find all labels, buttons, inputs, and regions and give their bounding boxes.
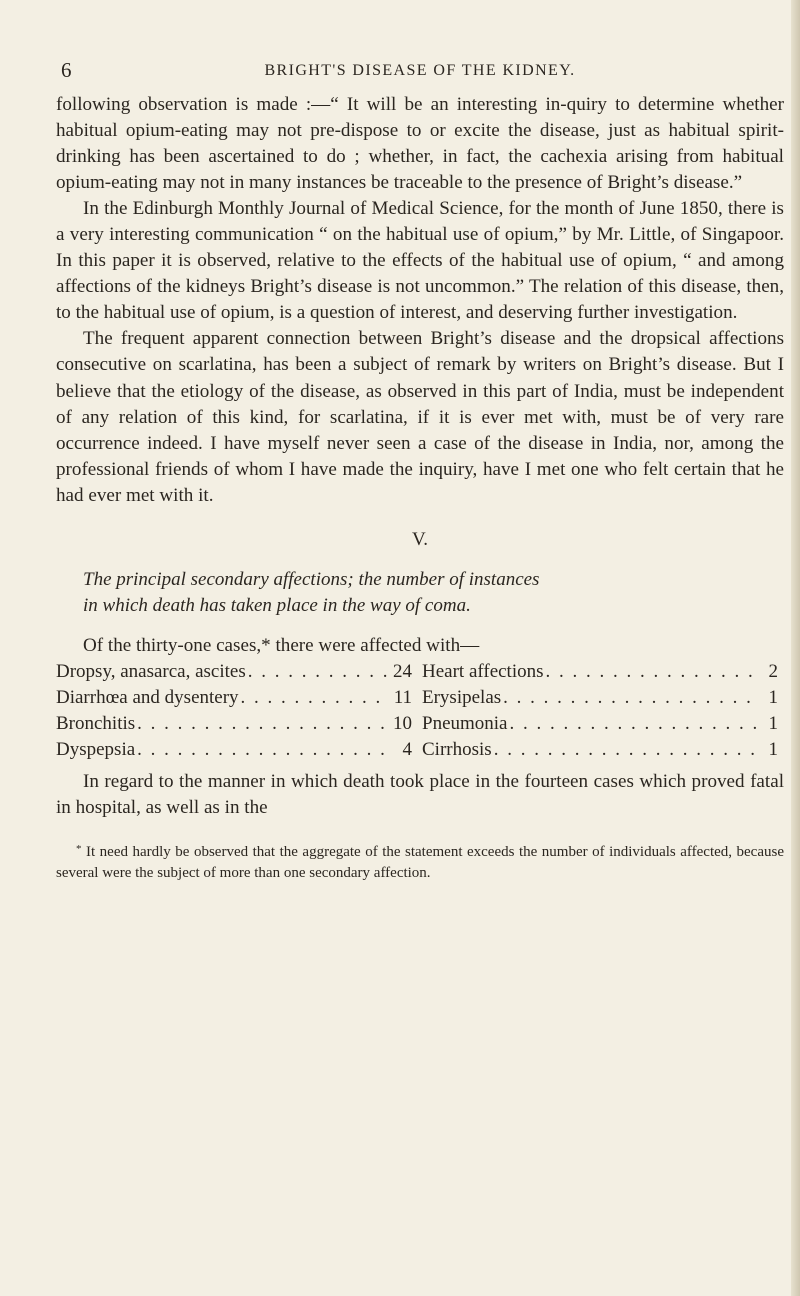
affection-name: Diarrhœa and dysentery: [56, 686, 239, 708]
list-item: [56, 659, 412, 685]
dot-leader: [135, 737, 390, 763]
paragraph: In regard to the manner in which death took place in the fourteen cases which proved fatal in hospital, as well as in the: [56, 770, 784, 818]
affection-count: 2: [768, 660, 778, 682]
affection-name: Pneumonia: [422, 712, 508, 734]
footnote-mark: *: [76, 842, 82, 855]
dot-leader: [246, 659, 390, 685]
section-title-line: in which death has taken place in the way of coma.: [83, 594, 471, 616]
affection-count: 10: [393, 712, 412, 734]
affection-name: Dyspepsia: [56, 738, 136, 760]
body-text: [56, 92, 784, 884]
paragraph: In the Edinburgh Monthly Journal of Medical Science, for the month of June 1850, there is a very interesting communication “ on the habitual use of opium,” by Mr. Little, of Singapoor. In this paper it is observed, relative to the effects of the habitual use of opium, “ and among affections of the kidneys Bright’s disease is not uncommon.” The relation of this disease, then, to the habitual use of opium, is a question of interest, and deserving further investigation.: [56, 198, 784, 324]
cases-intro: Of the thirty-one cases,* there were affected with—: [83, 634, 480, 656]
running-title: BRIGHT'S DISEASE OF THE KIDNEY.: [264, 62, 576, 79]
affection-name: Erysipelas: [422, 686, 502, 708]
affection-count: 1: [768, 686, 778, 708]
dot-leader: [135, 711, 390, 737]
list-item: [422, 737, 778, 763]
footnote-separator: [56, 821, 784, 831]
dot-leader: [492, 737, 756, 763]
section-title-line: The principal secondary affections; the number of instances: [83, 568, 540, 590]
affection-count: 1: [768, 738, 778, 760]
dot-leader: [501, 685, 756, 711]
affection-count: 4: [402, 738, 412, 760]
affection-name: Heart affections: [422, 660, 544, 682]
affection-count: 1: [768, 712, 778, 734]
list-item: [422, 659, 778, 685]
list-item: [422, 711, 778, 737]
section-numeral: V.: [411, 528, 429, 550]
page-number: 6: [61, 58, 72, 82]
affection-name: Dropsy, anasarca, ascites: [56, 660, 246, 682]
list-item: [422, 685, 778, 711]
dot-leader: [239, 685, 390, 711]
footnote: [56, 839, 784, 884]
list-item: [56, 737, 412, 763]
section-title: [56, 567, 784, 619]
list-item: [56, 711, 412, 737]
dot-leader: [508, 711, 757, 737]
paragraph: following observation is made :—“ It will be an interesting in-quiry to determine whether habitual opium-eating may not pre-dispose to or excite the disease, just as habitual spirit-drinking has been ascertained to do ; whether, in fact, the cachexia arising from habitual opium-eating may not in many instances be traceable to the presence of Bright’s disease.”: [56, 94, 784, 194]
list-item: [56, 685, 412, 711]
running-head: [56, 52, 784, 92]
affection-name: Cirrhosis: [422, 738, 492, 760]
affection-name: Bronchitis: [56, 712, 136, 734]
paragraph: The frequent apparent connection between Bright’s disease and the dropsical affections consecutive on scarlatina, has been a subject of remark by writers on Bright’s disease. But I believe that the etiology of the disease, as observed in this part of India, must be independent of any relation of this kind, for scarlatina, if it is ever met with, must be of very rare occurrence indeed. I have myself never seen a case of the disease in India, nor, among the professional friends of whom I have made the inquiry, have I met one who felt certain that he had ever met with it.: [56, 328, 784, 506]
dot-leader: [544, 659, 756, 685]
affection-count: 24: [393, 660, 412, 682]
page-content: [56, 52, 784, 884]
footnote-text: It need hardly be observed that the aggregate of the statement exceeds the number of individuals affected, because several were the subject of more than one secondary affection.: [56, 843, 784, 881]
page-edge: [791, 0, 800, 1296]
secondary-affections-list: [56, 659, 784, 763]
affection-count: 11: [393, 686, 412, 708]
